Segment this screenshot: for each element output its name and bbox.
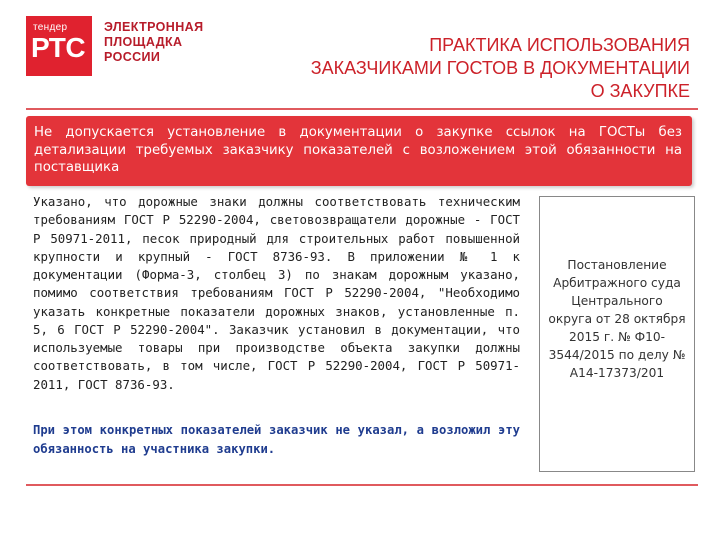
case-conclusion: При этом конкретных показателей заказчик не указал, а возложил эту обязанность на участника закупки. — [33, 423, 520, 456]
summary-banner-text: Не допускается установление в документации о закупке ссылок на ГОСТы без детализации требуемых заказчику показателей с возложением этой обязанности на поставщика — [34, 125, 682, 175]
summary-banner — [26, 116, 692, 186]
logo-small-text: тендер — [33, 22, 68, 33]
page-title — [220, 34, 690, 103]
bottom-divider — [26, 484, 698, 486]
logo — [26, 16, 216, 80]
title-line-2: ЗАКАЗЧИКАМИ ГОСТОВ В ДОКУМЕНТАЦИИ — [310, 58, 690, 78]
logo-wordmark — [104, 20, 203, 65]
title-line-3: О ЗАКУПКЕ — [590, 81, 690, 101]
logo-line-3: РОССИИ — [104, 50, 161, 64]
court-reference-text: Постановление Арбитражного суда Центрального округа от 28 октября 2015 г. № Ф10-3544/2015 по делу № А14-17373/201 — [548, 258, 686, 380]
title-line-1: ПРАКТИКА ИСПОЛЬЗОВАНИЯ — [429, 35, 690, 55]
logo-big-text: РТС — [31, 32, 86, 63]
top-divider — [26, 108, 698, 110]
logo-badge — [26, 16, 92, 76]
logo-line-2: ПЛОЩАДКА — [104, 35, 183, 49]
court-reference-panel — [539, 196, 695, 472]
case-description: Указано, что дорожные знаки должны соответствовать техническим требованиям ГОСТ Р 52290-2004, световозвращатели дорожные - ГОСТ Р 50971-2011, песок природный для строительных работ повышенной крупности и крупный - ГОСТ 8736-93. В приложении № 1 к документации (Форма-3, столбец 3) по знакам дорожным указано, помимо соответствия требованиям ГОСТ Р 52290-2004, "Необходимо указать конкретные показатели дорожных знаков, установленные п. 5, 6 ГОСТ Р 52290-2004". Заказчик установил в документации, что используемые товары при производстве объекта закупки должны соответствовать, в том числе, ГОСТ Р 52290-2004, ГОСТ Р 50971-2011, ГОСТ 8736-93. — [33, 194, 520, 392]
logo-line-1: ЭЛЕКТРОННАЯ — [104, 20, 204, 34]
